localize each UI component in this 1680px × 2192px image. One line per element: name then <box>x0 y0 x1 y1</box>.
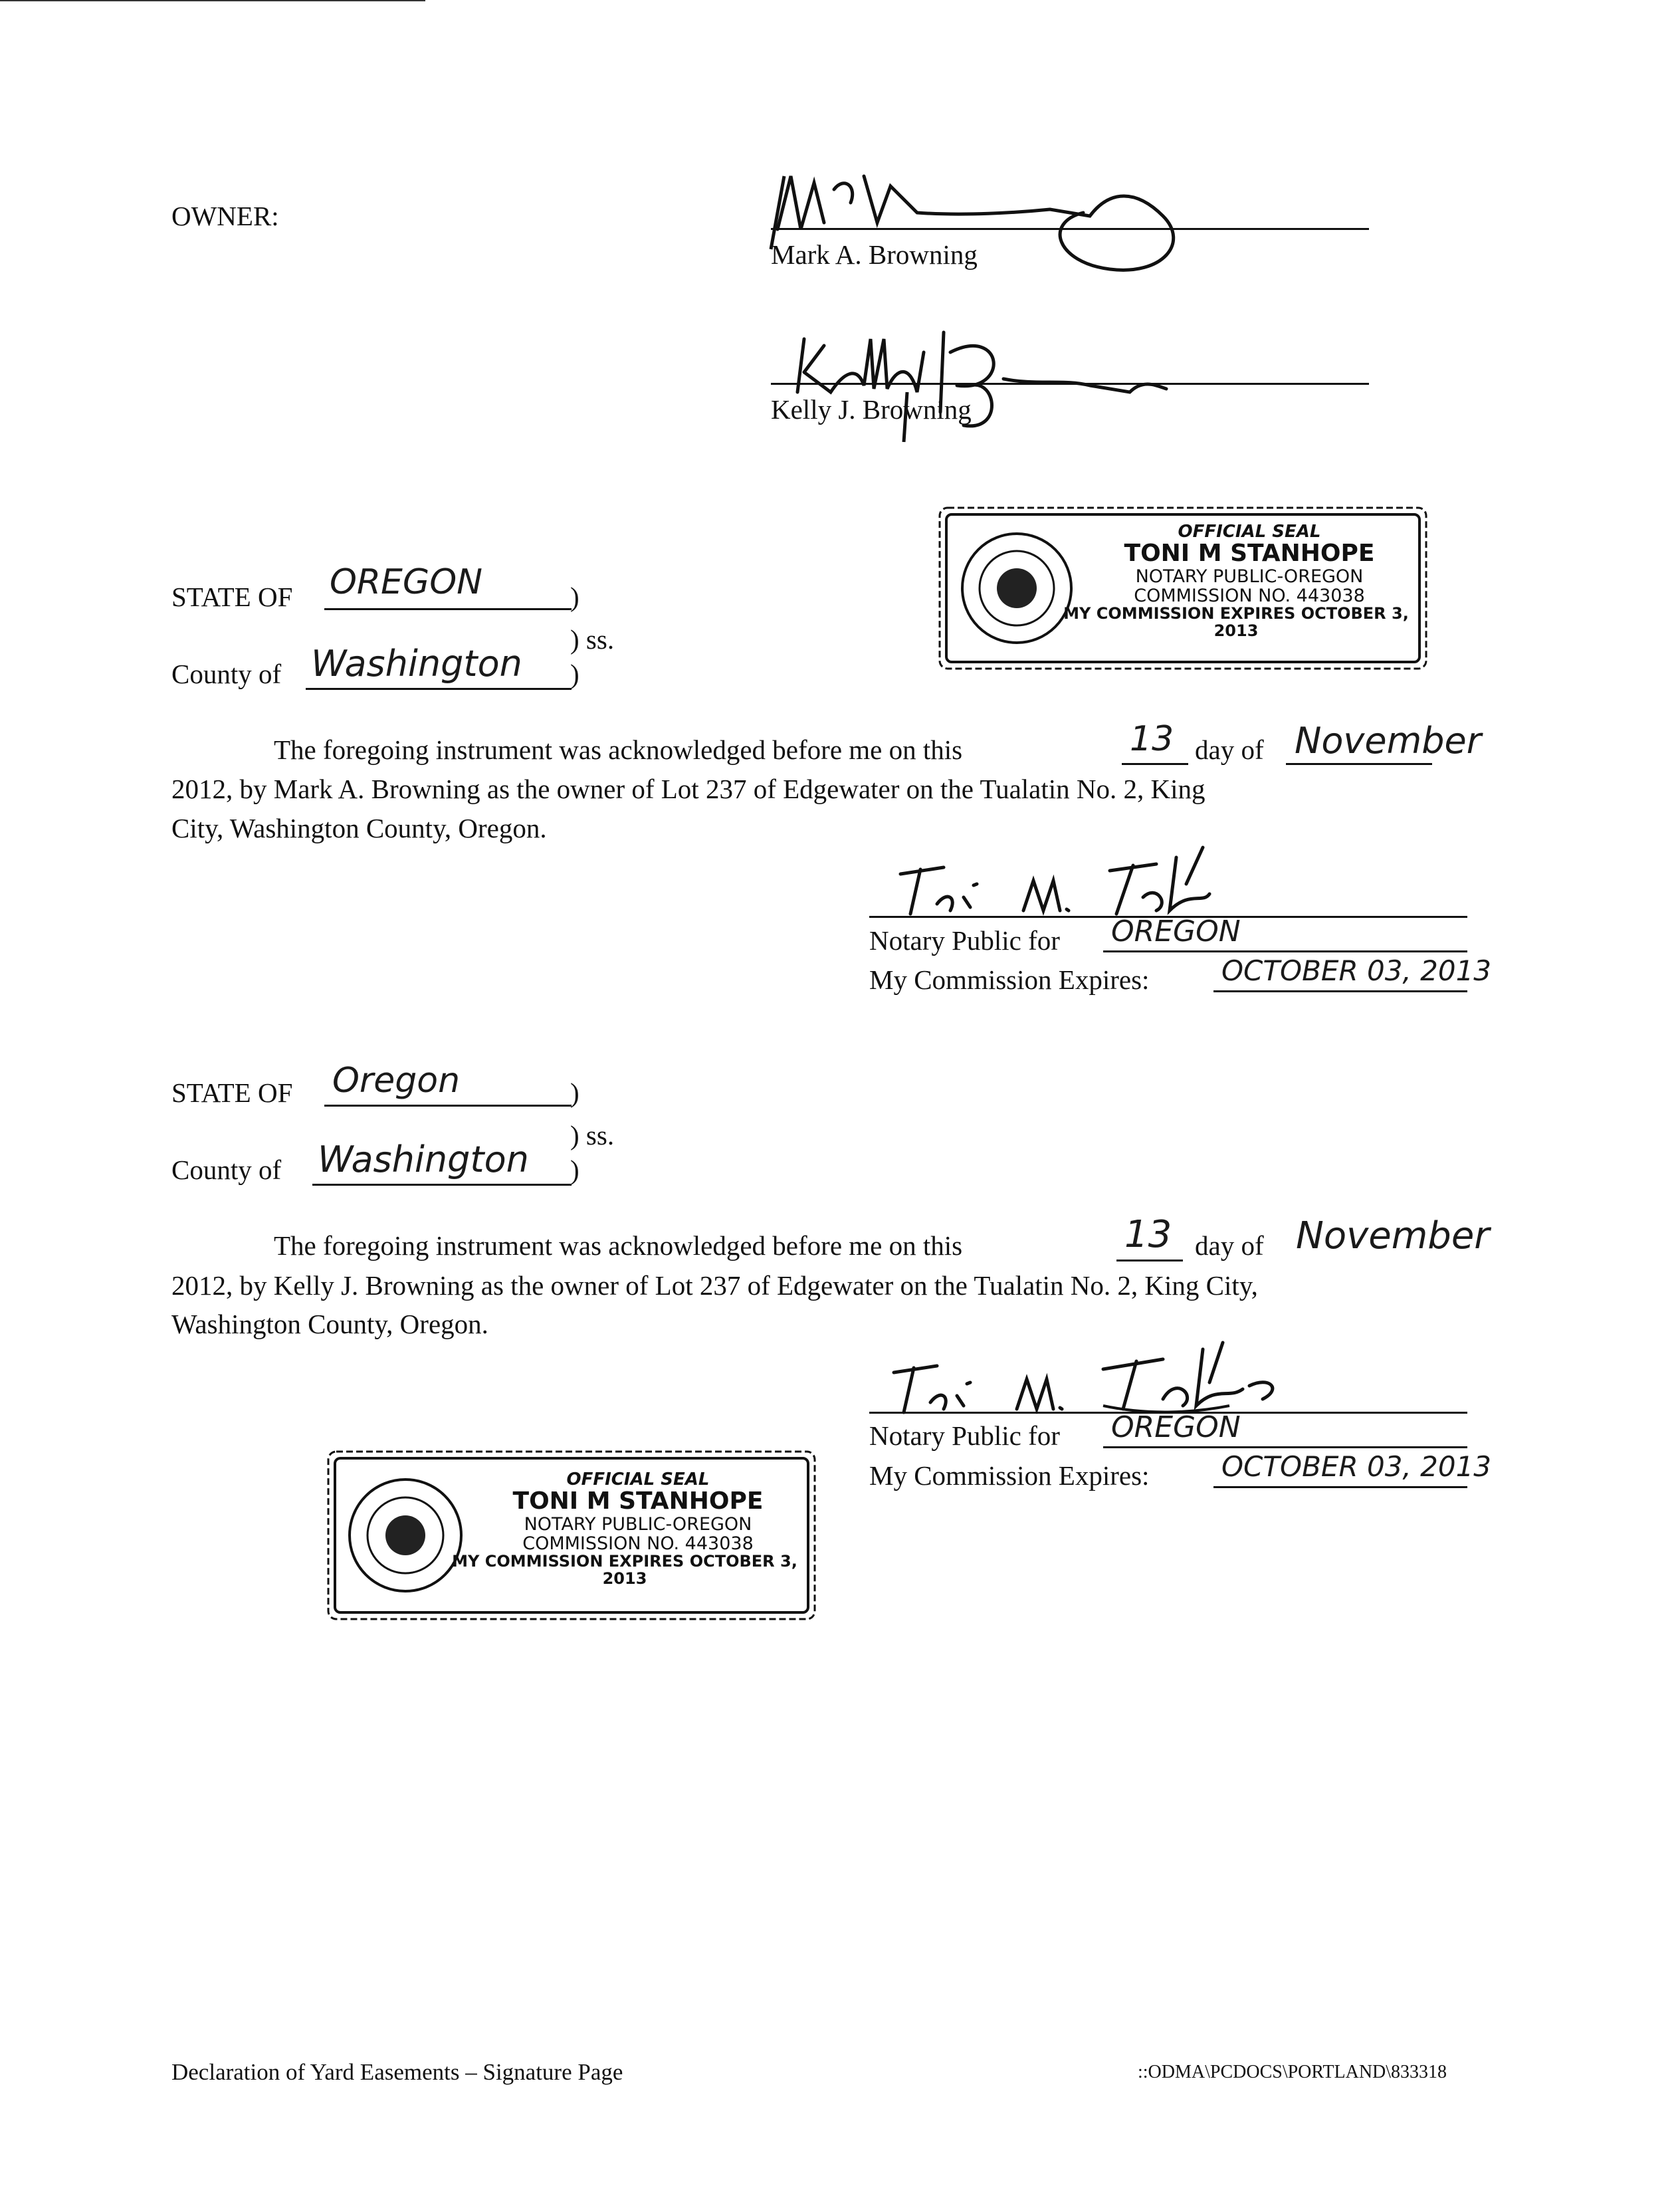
county-line-1 <box>306 688 572 690</box>
seal-notary-name-2: TONI M STANHOPE <box>512 1487 764 1515</box>
ack-text-1: The foregoing instrument was acknowledged before me on this <box>274 734 963 765</box>
notary-for-label-1: Notary Public for <box>869 925 1060 956</box>
notary-signature-2 <box>884 1336 1283 1416</box>
signer-name-kelly: Kelly J. Browning <box>771 394 972 425</box>
signer-name-mark: Mark A. Browning <box>771 239 978 270</box>
ack-line2-2: 2012, by Kelly J. Browning as the owner of Lot 237 of Edgewater on the Tualatin No. 2, King City, <box>171 1270 1258 1301</box>
expires-line-2 <box>1213 1486 1467 1488</box>
seal-expiry: MY COMMISSION EXPIRES OCTOBER 3, 2013 <box>1063 604 1409 641</box>
county-paren-1: ) <box>570 659 579 689</box>
seal-notary-state-2: NOTARY PUBLIC-OREGON <box>524 1513 752 1535</box>
seal-commission-no: COMMISSION NO. 443038 <box>1134 586 1365 607</box>
notary-for-line-1 <box>1103 950 1467 952</box>
notary-seal <box>937 505 1429 671</box>
state-paren-1: ) <box>570 582 579 612</box>
footer-doc-id: ::ODMA\PCDOCS\PORTLAND\833318 <box>1138 2062 1447 2082</box>
notary-for-value-2: OREGON <box>1111 1410 1241 1444</box>
seal-title-2: OFFICIAL SEAL <box>566 1470 710 1489</box>
notary-for-value-1: OREGON <box>1111 915 1241 948</box>
ack-day-2: 13 <box>1124 1213 1172 1256</box>
notary-for-line-2 <box>1103 1446 1467 1448</box>
ss-label-2: ) ss. <box>570 1120 615 1151</box>
county-paren-2: ) <box>570 1154 579 1185</box>
expires-line-1 <box>1213 990 1467 992</box>
notary-seal-2 <box>326 1449 817 1622</box>
county-value-1: Washington <box>311 643 522 685</box>
state-value-2: Oregon <box>332 1061 461 1101</box>
ack-dayof-2: day of <box>1195 1230 1264 1261</box>
state-value-1: OREGON <box>330 562 483 602</box>
seal-notary-state: NOTARY PUBLIC-OREGON <box>1135 566 1364 587</box>
ss-label-1: ) ss. <box>570 624 615 655</box>
state-paren-2: ) <box>570 1077 579 1108</box>
expires-value-2: OCTOBER 03, 2013 <box>1221 1450 1492 1483</box>
county-line-2 <box>312 1184 572 1186</box>
seal-expiry-2: MY COMMISSION EXPIRES OCTOBER 3, 2013 <box>452 1552 797 1589</box>
ack-text-2: The foregoing instrument was acknowledged before me on this <box>274 1230 963 1261</box>
notary-for-label-2: Notary Public for <box>869 1420 1060 1451</box>
ack-month-2: November <box>1296 1214 1490 1258</box>
expires-label-1: My Commission Expires: <box>869 964 1150 995</box>
seal-notary-name: TONI M STANHOPE <box>1124 540 1375 568</box>
ack-line2-1: 2012, by Mark A. Browning as the owner of Lot 237 of Edgewater on the Tualatin No. 2, King <box>171 774 1206 804</box>
expires-value-1: OCTOBER 03, 2013 <box>1221 954 1492 987</box>
state-line-1 <box>324 608 572 610</box>
scan-edge <box>0 0 425 1</box>
ack-line3-1: City, Washington County, Oregon. <box>171 813 547 843</box>
state-label-1: STATE OF <box>171 582 293 612</box>
signature-kelly-browning <box>784 312 1170 445</box>
owner-label: OWNER: <box>171 201 279 231</box>
day-line-1 <box>1122 763 1188 765</box>
notary-signature-1 <box>891 844 1236 921</box>
month-line-1 <box>1286 763 1432 765</box>
ack-dayof-1: day of <box>1195 734 1264 765</box>
state-label-2: STATE OF <box>171 1077 293 1108</box>
signature-line-mark <box>771 228 1369 230</box>
county-label-2: County of <box>171 1154 282 1185</box>
county-value-2: Washington <box>318 1139 529 1180</box>
day-line-2 <box>1116 1260 1183 1261</box>
county-label-1: County of <box>171 659 282 689</box>
signature-line-kelly <box>771 383 1369 385</box>
seal-title: OFFICIAL SEAL <box>1178 522 1321 542</box>
seal-commission-no-2: COMMISSION NO. 443038 <box>522 1533 754 1555</box>
ack-day-1: 13 <box>1130 719 1174 759</box>
ack-month-1: November <box>1295 720 1481 762</box>
ack-line3-2: Washington County, Oregon. <box>171 1309 488 1339</box>
state-line-2 <box>324 1105 572 1107</box>
footer-title: Declaration of Yard Easements – Signature Page <box>171 2059 623 2085</box>
expires-label-2: My Commission Expires: <box>869 1460 1150 1491</box>
